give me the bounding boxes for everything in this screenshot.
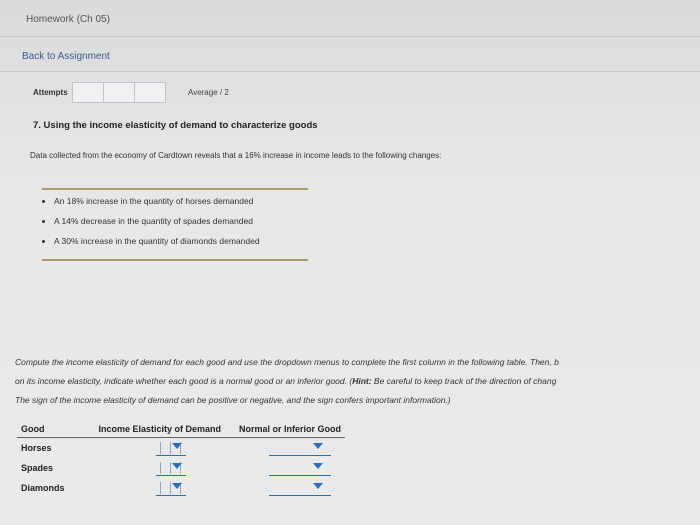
elasticity-dropdown-horses[interactable]: [154, 440, 188, 456]
elasticity-table: [17, 422, 345, 498]
elasticity-dropdown-diamonds[interactable]: [154, 480, 188, 496]
normal-inferior-cell: [235, 438, 345, 459]
dropdown-tick: [160, 462, 161, 474]
table-row: [17, 478, 345, 498]
column-header-normal-inferior: Normal or Inferior Good: [235, 422, 345, 438]
column-header-good: Good: [17, 422, 95, 438]
instructions-line-3: The sign of the income elasticity of demand can be positive or negative, and the sign confers important information.): [15, 395, 451, 405]
good-name: Diamonds: [21, 483, 65, 493]
dropdown-underline: [156, 475, 186, 476]
elasticity-cell: [95, 478, 236, 498]
chevron-down-icon: [172, 463, 182, 469]
elasticity-cell: [95, 438, 236, 459]
normal-inferior-dropdown-diamonds[interactable]: [269, 480, 331, 496]
table-header-row: [17, 422, 345, 438]
instructions-line-2: [15, 376, 556, 386]
dropdown-tick: [170, 442, 171, 454]
table-row: [17, 458, 345, 478]
list-item: • An 18% increase in the quantity of horses demanded: [54, 196, 260, 206]
course-title: Homework (Ch 05): [26, 14, 110, 25]
attempts-label: Attempts: [33, 88, 68, 97]
normal-inferior-dropdown-horses[interactable]: [269, 440, 331, 456]
changes-list: [42, 196, 260, 256]
chevron-down-icon: [172, 483, 182, 489]
header-divider: [0, 36, 700, 37]
question-intro: Data collected from the economy of Cardtown reveals that a 16% increase in income leads to the following changes:: [30, 151, 442, 160]
dropdown-tick: [170, 462, 171, 474]
dropdown-tick: [160, 442, 161, 454]
dropdown-underline: [156, 455, 186, 456]
dropdown-tick: [160, 482, 161, 494]
chevron-down-icon: [313, 443, 323, 449]
instructions-text: Be careful to keep track of the direction of chang: [371, 376, 557, 386]
subheader-divider: [0, 71, 700, 72]
instructions-text: on its income elasticity, indicate whether each good is a normal good or an inferior good. (: [15, 376, 353, 386]
dropdown-underline: [156, 495, 186, 496]
normal-inferior-cell: [235, 458, 345, 478]
chevron-down-icon: [172, 443, 182, 449]
normal-inferior-cell: [235, 478, 345, 498]
good-name: Horses: [21, 443, 52, 453]
attempt-box: [135, 83, 165, 102]
attempts-indicator: [72, 82, 166, 103]
question-title: 7. Using the income elasticity of demand to characterize goods: [33, 120, 318, 131]
instructions-line-1: Compute the income elasticity of demand for each good and use the dropdown menus to complete the first column in the following table. Then, b: [15, 357, 559, 367]
dropdown-underline: [269, 475, 331, 476]
normal-inferior-dropdown-spades[interactable]: [269, 460, 331, 476]
elasticity-dropdown-spades[interactable]: [154, 460, 188, 476]
bullets-top-rule: [42, 188, 308, 190]
chevron-down-icon: [313, 483, 323, 489]
chevron-down-icon: [313, 463, 323, 469]
attempt-box: [73, 83, 104, 102]
table-row: [17, 438, 345, 459]
good-name: Spades: [21, 463, 54, 473]
column-header-elasticity: Income Elasticity of Demand: [95, 422, 236, 438]
list-item: • A 14% decrease in the quantity of spades demanded: [54, 216, 260, 226]
average-score: Average / 2: [188, 88, 229, 97]
dropdown-underline: [269, 455, 331, 456]
dropdown-underline: [269, 495, 331, 496]
attempt-box: [104, 83, 135, 102]
hint-label: Hint:: [352, 376, 372, 386]
back-to-assignment-link[interactable]: Back to Assignment: [22, 51, 110, 62]
bullets-bottom-rule: [42, 259, 308, 261]
dropdown-tick: [170, 482, 171, 494]
list-item: • A 30% increase in the quantity of diamonds demanded: [54, 236, 260, 246]
elasticity-cell: [95, 458, 236, 478]
